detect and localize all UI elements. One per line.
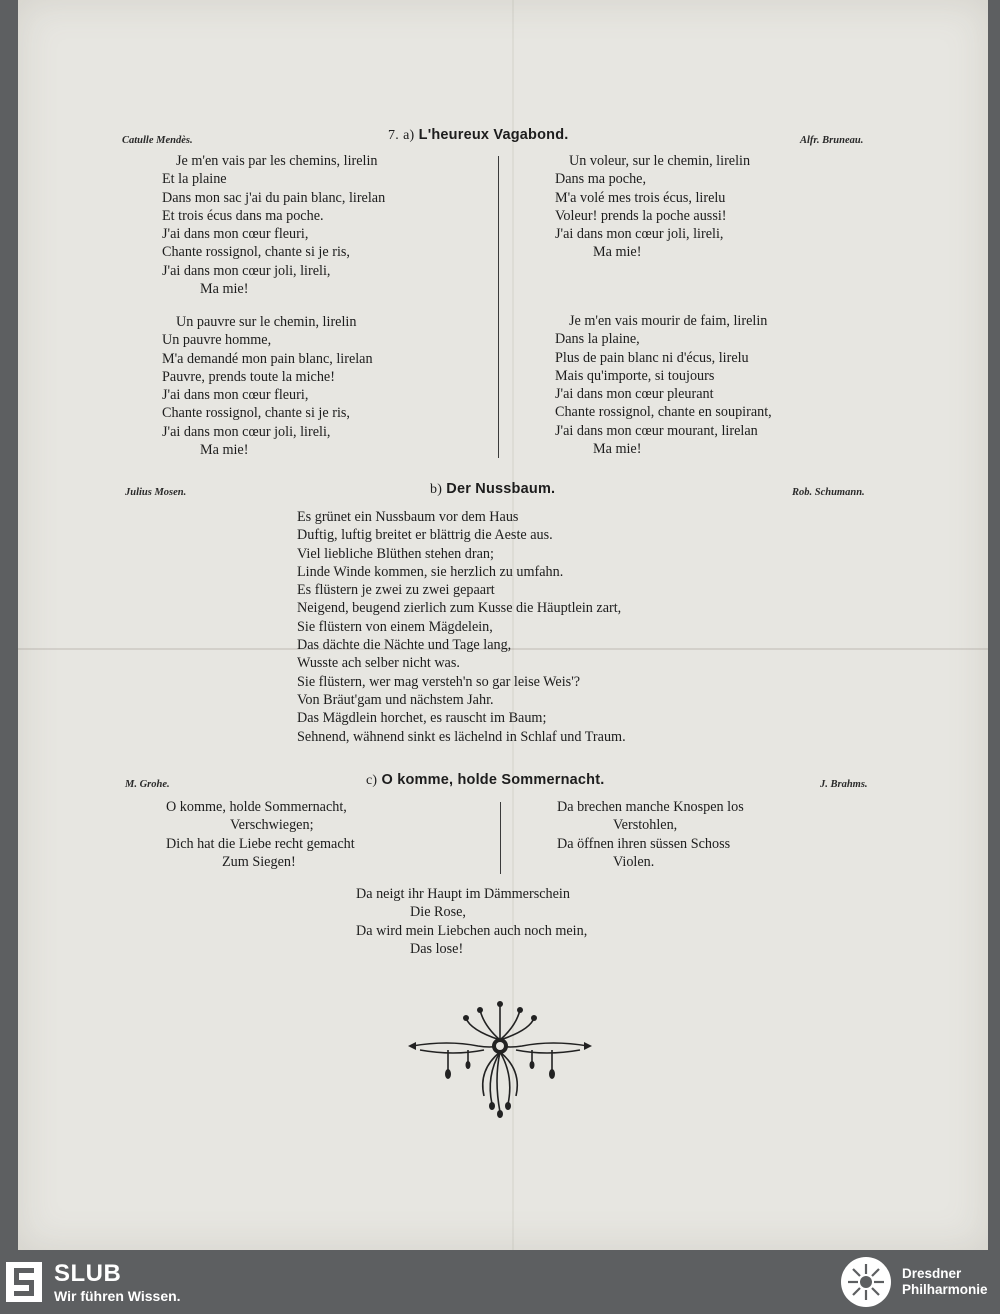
verse-line: Neigend, beugend zierlich zum Kusse die Häuptlein zart, xyxy=(297,600,622,617)
verse-line: J'ai dans mon cœur mourant, lirelan xyxy=(555,422,758,439)
verse-line: Un pauvre homme, xyxy=(162,332,272,349)
verse-line: M'a demandé mon pain blanc, lirelan xyxy=(162,350,373,367)
verse-line: Et trois écus dans ma poche. xyxy=(162,207,324,224)
verse-line: Es flüstern je zwei zu zwei gepaart xyxy=(297,582,495,599)
slub-tagline: Wir führen Wissen. xyxy=(54,1288,181,1304)
verse-line: Da wird mein Liebchen auch noch mein, xyxy=(356,922,588,939)
philharmonie-logo-icon xyxy=(840,1256,892,1308)
verse-line: Ma mie! xyxy=(200,442,249,459)
philharmonie-brand xyxy=(902,1266,988,1298)
verse-line: Et la plaine xyxy=(162,171,227,188)
song-b-composer: Rob. Schumann. xyxy=(792,487,865,498)
song-b-marker: b) xyxy=(430,482,443,497)
verse-line: Dans mon sac j'ai du pain blanc, lirelan xyxy=(162,189,386,206)
verse-line: Duftig, luftig breitet er blättrig die Aeste aus. xyxy=(297,527,553,544)
song-c-marker: c) xyxy=(366,773,378,788)
verse-line: J'ai dans mon cœur joli, lireli, xyxy=(555,226,724,243)
verse-line: Dich hat die Liebe recht gemacht xyxy=(166,835,355,852)
song-b-title-line xyxy=(430,481,555,498)
verse-line: Ma mie! xyxy=(593,441,642,458)
verse-line: Un voleur, sur le chemin, lirelin xyxy=(569,153,751,169)
song-a-right-stanza-2 xyxy=(555,312,772,458)
verse-line: M'a volé mes trois écus, lirelu xyxy=(555,189,726,206)
song-a-number: 7. xyxy=(388,128,399,143)
verse-line: Da brechen manche Knospen los xyxy=(557,799,744,815)
floral-ornament-icon xyxy=(408,1000,592,1120)
verse-line: Ma mie! xyxy=(200,281,249,298)
verse-line: Plus de pain blanc ni d'écus, lirelu xyxy=(555,349,749,366)
song-c-center-stanza xyxy=(356,885,587,958)
verse-line: Sie flüstern von einem Mägdelein, xyxy=(297,618,493,635)
verse-line: J'ai dans mon cœur joli, lireli, xyxy=(162,423,331,440)
verse-line: Mais qu'importe, si toujours xyxy=(555,367,715,384)
verse-line: Da neigt ihr Haupt im Dämmerschein xyxy=(356,886,570,902)
verse-line: Da öffnen ihren süssen Schoss xyxy=(557,835,731,852)
verse-line: Sehnend, wähnend sinkt es lächelnd in Schlaf und Traum. xyxy=(297,728,626,745)
column-divider xyxy=(500,802,501,874)
slub-brand: SLUB xyxy=(54,1260,122,1287)
verse-line: J'ai dans mon cœur fleuri, xyxy=(162,226,309,243)
song-b-verses xyxy=(297,508,626,746)
song-a-left-stanza-1 xyxy=(162,152,385,298)
verse-line: Linde Winde kommen, sie herzlich zu umfahn. xyxy=(297,563,564,580)
verse-line: Das Mägdlein horchet, es rauscht im Baum; xyxy=(297,710,547,727)
verse-line: Violen. xyxy=(613,853,655,870)
verse-line: J'ai dans mon cœur fleuri, xyxy=(162,387,309,404)
song-a-composer: Alfr. Bruneau. xyxy=(800,135,864,146)
verse-line: Viel liebliche Blüthen stehen dran; xyxy=(297,545,494,562)
verse-line: Chante rossignol, chante en soupirant, xyxy=(555,404,772,421)
verse-line: Von Bräut'gam und nächstem Jahr. xyxy=(297,691,494,708)
song-c-composer: J. Brahms. xyxy=(820,779,868,790)
song-b-title: Der Nussbaum. xyxy=(446,481,556,497)
song-c-poet: M. Grohe. xyxy=(125,779,170,790)
verse-line: J'ai dans mon cœur joli, lireli, xyxy=(162,262,331,279)
verse-line: Pauvre, prends toute la miche! xyxy=(162,368,335,385)
song-c-left-stanza xyxy=(166,798,355,871)
verse-line: J'ai dans mon cœur pleurant xyxy=(555,386,714,403)
song-c-title-line xyxy=(366,772,604,789)
verse-line: Es grünet ein Nussbaum vor dem Haus xyxy=(297,509,519,525)
song-a-right-stanza-1 xyxy=(555,152,750,262)
verse-line: Sie flüstern, wer mag versteh'n so gar leise Weis'? xyxy=(297,673,581,690)
philharmonie-brand-line-2: Philharmonie xyxy=(902,1282,988,1297)
verse-line: Die Rose, xyxy=(410,904,466,921)
verse-line: Verschwiegen; xyxy=(230,817,314,834)
song-a-left-stanza-2 xyxy=(162,313,373,459)
verse-line: Zum Siegen! xyxy=(222,853,296,870)
verse-line: Ma mie! xyxy=(593,244,642,261)
verse-line: Chante rossignol, chante si je ris, xyxy=(162,405,350,422)
verse-line: Dans ma poche, xyxy=(555,171,647,188)
verse-line: Wusste ach selber nicht was. xyxy=(297,655,460,672)
song-c-title: O komme, holde Sommernacht. xyxy=(381,772,605,788)
verse-line: Das dächte die Nächte und Tage lang, xyxy=(297,637,512,654)
verse-line: Je m'en vais mourir de faim, lirelin xyxy=(569,313,768,329)
verse-line: Dans la plaine, xyxy=(555,331,640,348)
verse-line: Das lose! xyxy=(410,940,464,957)
verse-line: O komme, holde Sommernacht, xyxy=(166,799,347,815)
song-c-right-stanza xyxy=(557,798,744,871)
song-a-poet: Catulle Mendès. xyxy=(122,135,193,146)
song-a-title: L'heureux Vagabond. xyxy=(418,127,569,143)
philharmonie-brand-line-1: Dresdner xyxy=(902,1266,962,1281)
song-a-marker: a) xyxy=(403,128,415,143)
song-a-title-line xyxy=(388,127,569,144)
verse-line: Un pauvre sur le chemin, lirelin xyxy=(176,314,357,330)
verse-line: Voleur! prends la poche aussi! xyxy=(555,207,727,224)
slub-logo-icon xyxy=(6,1262,42,1302)
song-b-poet: Julius Mosen. xyxy=(125,487,187,498)
viewer-footer xyxy=(0,1250,1000,1314)
column-divider xyxy=(498,156,499,458)
verse-line: Chante rossignol, chante si je ris, xyxy=(162,244,350,261)
verse-line: Verstohlen, xyxy=(613,817,678,834)
verse-line: Je m'en vais par les chemins, lirelin xyxy=(176,153,378,169)
